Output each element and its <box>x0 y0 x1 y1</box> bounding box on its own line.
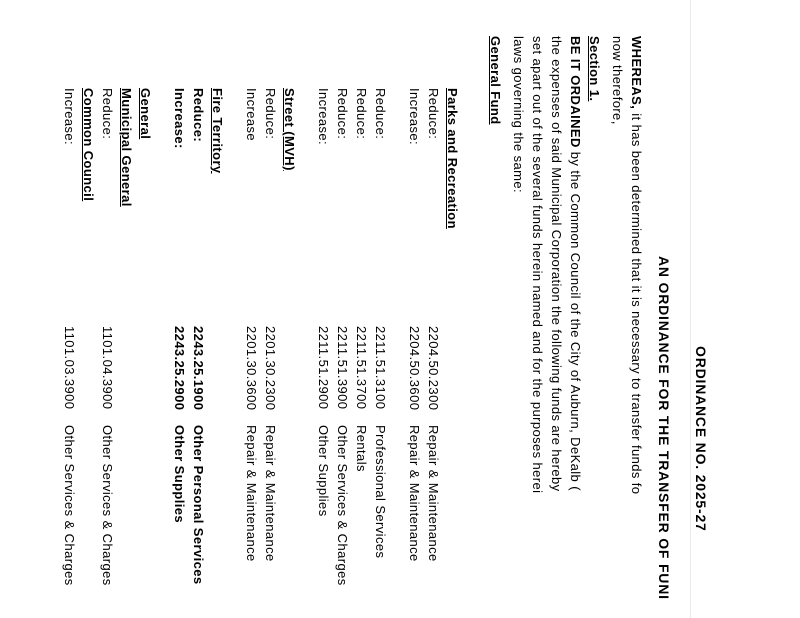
common-council-heading: Common Council <box>81 88 96 202</box>
row-account: 2243.25.1900 <box>191 326 206 411</box>
group-heading: Street (MVH) <box>282 88 297 171</box>
row-account: 2211.51.3100 <box>373 326 388 410</box>
general-heading: General <box>138 88 153 140</box>
row-description: Other Personal Services <box>191 425 206 585</box>
row-account: 2201.30.2300 <box>263 326 278 411</box>
row-action: Reduce: <box>354 88 369 140</box>
row-account: 1101.03.3900 <box>62 326 77 410</box>
ordinance-subtitle: AN ORDINANCE FOR THE TRANSFER OF FUNI <box>656 256 672 600</box>
ordain-line-2: the expenses of said Municipal Corporation the following funds are hereby <box>549 36 564 492</box>
row-description: Other Supplies <box>172 425 187 524</box>
row-account: 1101.04.3900 <box>100 326 115 410</box>
scan-artifact <box>690 0 691 618</box>
row-description: Repair & Maintenance <box>407 425 422 562</box>
row-account: 2204.50.2300 <box>426 326 441 411</box>
row-description: Repair & Maintenance <box>263 425 278 562</box>
row-account: 2243.25.2900 <box>172 326 187 411</box>
row-action: Reduce: <box>426 88 441 140</box>
ordain-line-3: set apart out of the several funds herein named and for the purposes herei <box>530 36 545 494</box>
row-description: Other Services & Charges <box>100 425 115 586</box>
row-description: Professional Services <box>373 425 388 559</box>
general-fund-heading: General Fund <box>488 36 503 125</box>
ordain-lead: BE IT ORDAINED <box>568 36 583 148</box>
row-description: Other Services & Charges <box>335 425 350 586</box>
row-account: 2204.50.3600 <box>407 326 422 411</box>
row-action: Increase: <box>407 88 422 146</box>
group-heading: Fire Territory <box>210 88 225 174</box>
now-therefore: now therefore, <box>610 36 625 125</box>
whereas-clause <box>630 36 643 494</box>
row-description: Rentals <box>354 425 369 472</box>
row-description: Repair & Maintenance <box>244 425 259 562</box>
ordain-text-1: by the Common Council of the City of Auburn, DeKalb ( <box>568 147 583 491</box>
row-action: Increase <box>244 88 259 142</box>
section-heading: Section 1. <box>587 36 602 102</box>
row-action: Increase: <box>62 88 77 146</box>
row-description: Other Supplies <box>316 425 331 517</box>
row-action: Reduce: <box>373 88 388 140</box>
row-account: 2201.30.3600 <box>244 326 259 411</box>
whereas-text: it has been determined that it is necessary to transfer funds fo <box>629 109 644 495</box>
row-account: 2211.51.3900 <box>335 326 350 410</box>
ordain-line-1 <box>569 36 582 491</box>
row-account: 2211.51.3700 <box>354 326 369 410</box>
municipal-general-heading: Municipal General <box>119 88 134 207</box>
row-description: Repair & Maintenance <box>426 425 441 562</box>
group-heading: Parks and Recreation <box>445 88 460 229</box>
row-account: 2211.51.2900 <box>316 326 331 410</box>
row-action: Reduce: <box>191 88 206 143</box>
row-action: Increase: <box>172 88 187 149</box>
row-action: Reduce: <box>335 88 350 140</box>
row-action: Increase: <box>316 88 331 146</box>
whereas-lead: WHEREAS, <box>629 36 644 110</box>
ordinance-title: ORDINANCE NO. 2025-27 <box>693 346 709 532</box>
row-action: Reduce: <box>100 88 115 140</box>
ordain-line-4: laws governing the same: <box>511 36 526 194</box>
row-description: Other Services & Charges <box>62 425 77 586</box>
row-action: Reduce: <box>263 88 278 140</box>
